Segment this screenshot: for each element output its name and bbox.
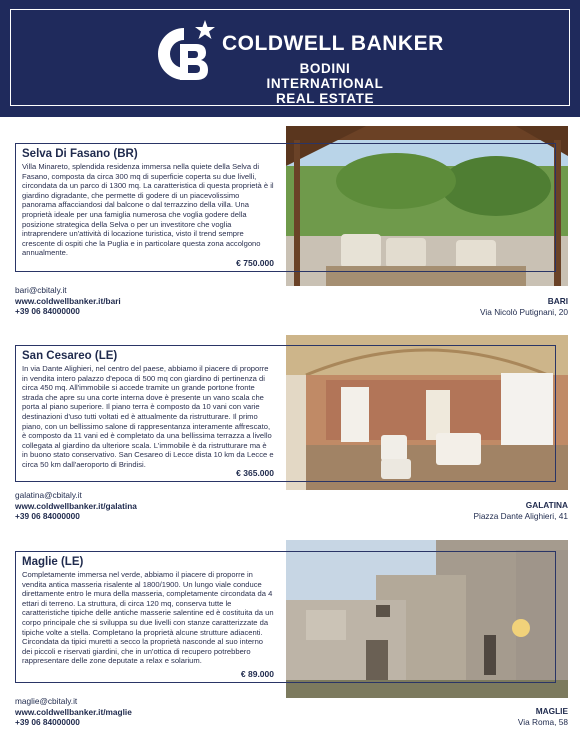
office-address (480, 296, 568, 317)
office-email-link[interactable]: maglie@cbitaly.it (15, 696, 78, 706)
office-phone: +39 06 84000000 (15, 511, 80, 521)
office-street: Via Nicolò Putignani, 20 (480, 306, 568, 317)
office-street: Via Roma, 58 (517, 716, 568, 727)
listing-title: San Cesareo (LE) (22, 350, 118, 362)
office-website-link[interactable]: www.coldwellbanker.it/maglie (15, 706, 132, 717)
office-street: Piazza Dante Alighieri, 41 (473, 510, 568, 521)
office-contact (15, 696, 132, 728)
listing-description-panel (16, 144, 280, 271)
brand-subtitle (240, 61, 410, 106)
office-name: GALATINA (525, 500, 568, 510)
office-email-link[interactable]: bari@cbitaly.it (15, 285, 67, 295)
listing-description-panel (16, 346, 280, 481)
office-contact (15, 490, 137, 522)
header-banner (0, 0, 580, 117)
office-name: MAGLIE (535, 706, 568, 716)
office-contact (15, 285, 121, 317)
brand-subtitle-line1: BODINI INTERNATIONAL (266, 61, 384, 91)
coldwell-banker-logo-icon (150, 18, 218, 94)
listing-title: Maglie (LE) (22, 556, 84, 568)
listing-price: € 750.000 (236, 258, 274, 268)
office-address (473, 500, 568, 521)
office-phone: +39 06 84000000 (15, 717, 80, 727)
listing-description: Villa Minareto, splendida residenza immersa nella quiete della Selva di Fasano, composta da circa 300 mq di superficie coperta su due livelli, circondata da un parco di 1300 mq. La caratteristica di questa proprietà è il giardino digradante, che permette di godere di un piacevolissimo panorama affacciandosi dal balcone o dal terrazzino della villa. Una proprietà ideale per una famiglia numerosa che voglia godere della posizione strategica della Selva o per un investitore che voglia intraprendere un'attività di locazione turistica, visto il trend sempre crescente di ospiti che la Puglia e in particolare questa zona accolgono annualmente. (22, 162, 274, 258)
brand-name: COLDWELL BANKER (222, 32, 444, 55)
listing-description-panel (16, 552, 280, 682)
listing-title: Selva Di Fasano (BR) (22, 148, 138, 160)
listing-price: € 89.000 (240, 669, 274, 679)
office-address (518, 706, 568, 727)
brand-subtitle-line2: REAL ESTATE (275, 91, 375, 106)
office-website-link[interactable]: www.coldwellbanker.it/bari (15, 295, 121, 306)
office-phone: +39 06 84000000 (15, 306, 80, 316)
office-email-link[interactable]: galatina@cbitaly.it (15, 490, 82, 500)
office-website-link[interactable]: www.coldwellbanker.it/galatina (15, 500, 137, 511)
listing-description: Completamente immersa nel verde, abbiamo il piacere di proporre in vendita antica masseria risalente al 1800/1900. Un lungo viale conduce direttamente entro le mura della masseria, completamente circondata da 4 ettari di terreno. La struttura, di circa 120 mq, conserva tutte le caratteristiche tipiche delle antiche masserie salentine ed è costituita da un corpo principale che si sviluppa su due livelli con stanze caratterizzate da tipiche volte a stella. Completano la proprietà alcune strutture adiacenti. Circondata da tipici muretti a secco la proprietà nasconde al suo interno dei piccoli e riservati giardini, che in un'ottica di recupero potrebbero rappresentare delle zone deputate a relax e solarium. (22, 570, 274, 666)
office-name: BARI (547, 296, 568, 306)
listing-description: In via Dante Alighieri, nel centro del paese, abbiamo il piacere di proporre in vendita intero palazzo d'epoca di 500 mq con giardino di pertinenza di circa 450 mq. All'immobile si accede tramite un grande portone fronte strada che apre su una corte interna dove è presente un vano scala che porta al piano superiore. Il piano terra è composto da 10 vani con varie destinazioni d'uso tutti voltati ed è attualmente da ristrutturare. Il primo piano, con un bellissimo salone di rappresentanza interamente affrescato, è composto da 11 vani ed è completato da una bellissima terrazza a livello collegata al giardino da ulteriore scala. L'immobile è da ristrutturare ma è in buono stato conservativo. San Cesareo di Lecce dista 10 km da Lecce e circa 50 km dall'aeroporto di Brindisi. (22, 364, 274, 469)
listing-price: € 365.000 (236, 468, 274, 478)
